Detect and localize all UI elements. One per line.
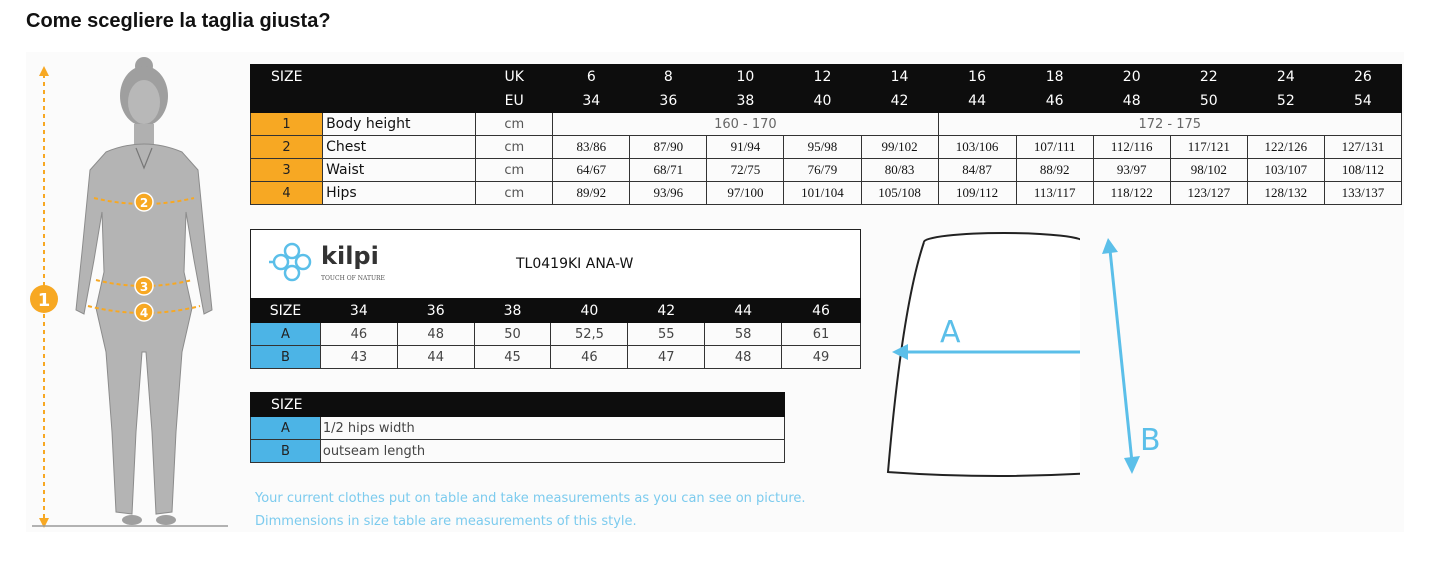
skirt-diagram <box>880 228 1080 480</box>
measurement-value: 112/116 <box>1093 136 1170 159</box>
table-row-hips <box>251 182 1402 205</box>
measurement-value: 98/102 <box>1170 159 1247 182</box>
unit-label: cm <box>476 159 553 182</box>
measurement-value: 127/131 <box>1324 136 1401 159</box>
unit-label: cm <box>476 113 553 136</box>
measurement-value: 117/121 <box>1170 136 1247 159</box>
marker-chest <box>135 193 153 211</box>
size-value: 36 <box>397 299 474 323</box>
measurement-value: 76/79 <box>784 159 861 182</box>
svg-text:1: 1 <box>37 290 51 311</box>
measurement-value: 95/98 <box>784 136 861 159</box>
uk-size: 20 <box>1093 65 1170 89</box>
measurement-value: 83/86 <box>553 136 630 159</box>
row-number: 1 <box>251 113 323 136</box>
measurement-value: 87/90 <box>630 136 707 159</box>
measurement-name: Chest <box>323 136 476 159</box>
measurement-value: 72/75 <box>707 159 784 182</box>
measurement-value: 49 <box>782 346 861 369</box>
measurement-value: 43 <box>320 346 397 369</box>
svg-text:3: 3 <box>139 280 149 294</box>
row-label: B <box>251 346 321 369</box>
row-label: A <box>251 323 321 346</box>
uk-size: 18 <box>1016 65 1093 89</box>
kilpi-logo-icon <box>269 242 315 282</box>
uk-size: 16 <box>938 65 1016 89</box>
measurement-value: 109/112 <box>938 182 1016 205</box>
measurement-value: 93/97 <box>1093 159 1170 182</box>
uk-size: 10 <box>707 65 784 89</box>
unit-label: cm <box>476 182 553 205</box>
eu-size: 44 <box>938 89 1016 113</box>
legend-header-label: SIZE <box>251 393 785 417</box>
uk-label: UK <box>476 65 553 89</box>
svg-text:2: 2 <box>139 196 149 210</box>
size-header-label: SIZE <box>251 299 321 323</box>
measurement-value: 123/127 <box>1170 182 1247 205</box>
size-header-label: SIZE <box>251 65 476 89</box>
uk-size: 12 <box>784 65 861 89</box>
measurement-value: 46 <box>320 323 397 346</box>
brand-name: kilpi <box>321 242 379 270</box>
eu-size: 46 <box>1016 89 1093 113</box>
dimension-label-b: B <box>1140 423 1161 458</box>
eu-size: 40 <box>784 89 861 113</box>
eu-size: 52 <box>1247 89 1324 113</box>
size-value: 44 <box>705 299 782 323</box>
uk-size: 26 <box>1324 65 1401 89</box>
eu-label: EU <box>476 89 553 113</box>
measurement-value: 44 <box>397 346 474 369</box>
legend-description: 1/2 hips width <box>320 417 784 440</box>
measurement-value: 107/111 <box>1016 136 1093 159</box>
eu-size: 50 <box>1170 89 1247 113</box>
measurement-value: 133/137 <box>1324 182 1401 205</box>
measurement-value: 47 <box>628 346 705 369</box>
measurement-value: 118/122 <box>1093 182 1170 205</box>
page-title: Come scegliere la taglia giusta? <box>26 10 331 32</box>
unit-label: cm <box>476 136 553 159</box>
marker-height <box>30 285 58 313</box>
outseam-arrow <box>1098 236 1178 476</box>
product-size-table <box>250 298 861 369</box>
measurement-value: 103/106 <box>938 136 1016 159</box>
table-row-body-height <box>251 113 1402 136</box>
marker-waist <box>135 277 153 295</box>
measurement-name: Waist <box>323 159 476 182</box>
uk-size: 22 <box>1170 65 1247 89</box>
measurement-value: 68/71 <box>630 159 707 182</box>
table-row-a <box>251 323 861 346</box>
measurement-value: 88/92 <box>1016 159 1093 182</box>
eu-size: 34 <box>553 89 630 113</box>
table-row-chest <box>251 136 1402 159</box>
dimension-label-a: A <box>940 315 961 350</box>
uk-size: 6 <box>553 65 630 89</box>
row-number: 3 <box>251 159 323 182</box>
legend-label: A <box>251 417 321 440</box>
measurement-value: 45 <box>474 346 551 369</box>
measurement-value: 48 <box>705 346 782 369</box>
measurement-value: 101/104 <box>784 182 861 205</box>
uk-size: 14 <box>861 65 938 89</box>
measurement-name: Hips <box>323 182 476 205</box>
measurement-value: 97/100 <box>707 182 784 205</box>
measurement-value: 105/108 <box>861 182 938 205</box>
legend-description: outseam length <box>320 440 784 463</box>
measurement-value: 108/112 <box>1324 159 1401 182</box>
legend-label: B <box>251 440 321 463</box>
marker-hips <box>135 303 153 321</box>
product-size-header-row <box>251 299 861 323</box>
eu-size-header-row <box>251 89 1402 113</box>
measurement-value: 52,5 <box>551 323 628 346</box>
measurement-value: 61 <box>782 323 861 346</box>
measurement-value: 91/94 <box>707 136 784 159</box>
instruction-note: Dimmensions in size table are measurements of this style. <box>255 514 637 529</box>
table-row-b <box>251 346 861 369</box>
row-number: 2 <box>251 136 323 159</box>
measurement-value: 58 <box>705 323 782 346</box>
measurement-value: 128/132 <box>1247 182 1324 205</box>
measurement-legend-table <box>250 392 785 463</box>
eu-size: 38 <box>707 89 784 113</box>
legend-row-a <box>251 417 785 440</box>
legend-header-row <box>251 393 785 417</box>
svg-text:4: 4 <box>139 306 149 320</box>
eu-size: 36 <box>630 89 707 113</box>
row-number: 4 <box>251 182 323 205</box>
legend-row-b <box>251 440 785 463</box>
product-code: TL0419KI ANA-W <box>516 256 634 272</box>
size-value: 34 <box>320 299 397 323</box>
measurement-value: 103/107 <box>1247 159 1324 182</box>
measurement-value: 80/83 <box>861 159 938 182</box>
header-spacer <box>251 89 476 113</box>
measurement-value: 48 <box>397 323 474 346</box>
measurement-value: 64/67 <box>553 159 630 182</box>
instruction-note: Your current clothes put on table and take measurements as you can see on picture. <box>255 491 806 506</box>
size-value: 42 <box>628 299 705 323</box>
body-figure-illustration <box>26 52 236 532</box>
size-value: 40 <box>551 299 628 323</box>
eu-size: 54 <box>1324 89 1401 113</box>
brand-tagline: TOUCH OF NATURE <box>321 275 385 282</box>
measurement-value: 55 <box>628 323 705 346</box>
uk-size: 24 <box>1247 65 1324 89</box>
measurement-value: 122/126 <box>1247 136 1324 159</box>
height-range: 160 - 170 <box>553 113 938 136</box>
eu-size: 48 <box>1093 89 1170 113</box>
measurement-value: 50 <box>474 323 551 346</box>
height-range: 172 - 175 <box>938 113 1401 136</box>
uk-size-header-row <box>251 65 1402 89</box>
measurement-value: 84/87 <box>938 159 1016 182</box>
eu-size: 42 <box>861 89 938 113</box>
size-value: 38 <box>474 299 551 323</box>
measurement-value: 93/96 <box>630 182 707 205</box>
measurement-name: Body height <box>323 113 476 136</box>
measurement-value: 113/117 <box>1016 182 1093 205</box>
measurement-value: 99/102 <box>861 136 938 159</box>
product-header <box>250 229 861 299</box>
measurement-value: 46 <box>551 346 628 369</box>
size-value: 46 <box>782 299 861 323</box>
table-row-waist <box>251 159 1402 182</box>
uk-size: 8 <box>630 65 707 89</box>
body-size-table <box>250 64 1402 205</box>
measurement-value: 89/92 <box>553 182 630 205</box>
